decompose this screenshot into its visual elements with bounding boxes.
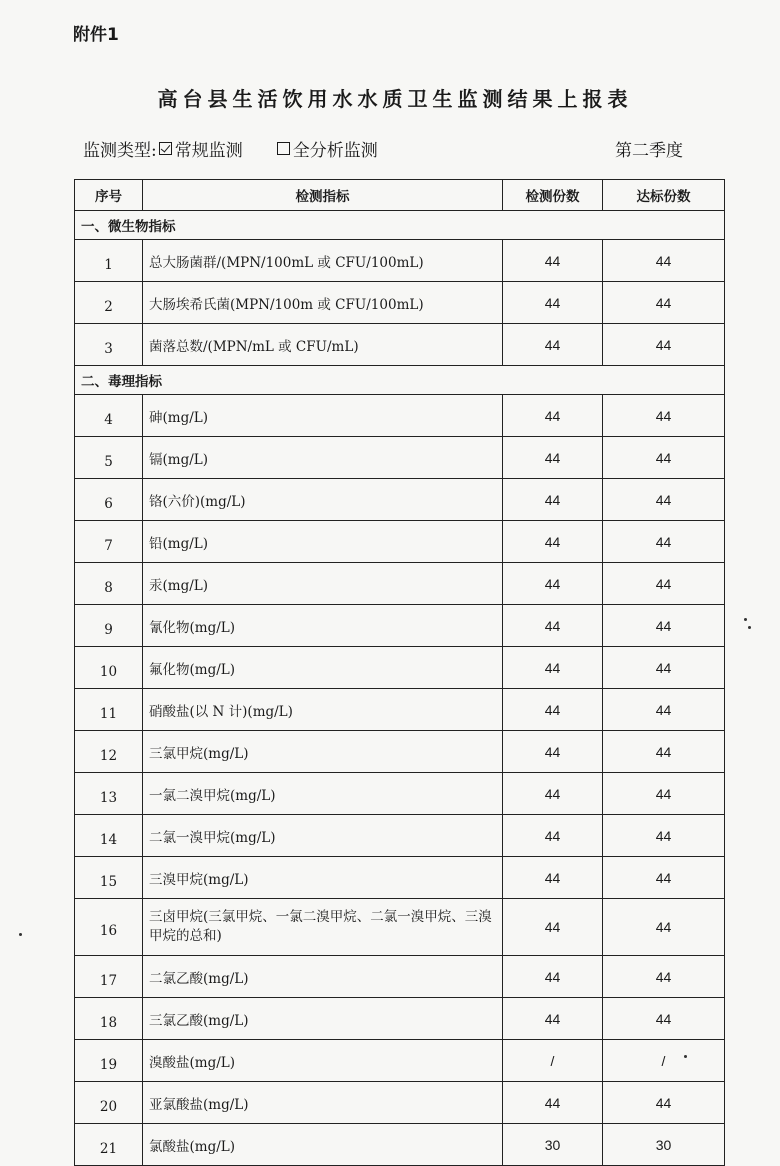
tested-count: 44 (503, 647, 603, 689)
table-row (75, 521, 725, 563)
tested-count: 44 (503, 437, 603, 479)
row-number: 1 (75, 240, 143, 282)
passed-count: 44 (603, 1082, 725, 1124)
tested-count: 44 (503, 282, 603, 324)
attachment-label: 附件1 (73, 25, 119, 45)
routine-monitoring-label: 常规监测 (174, 141, 243, 161)
tested-count: 44 (503, 899, 603, 956)
passed-count: 44 (603, 282, 725, 324)
indicator-name: 三溴甲烷(mg/L) (143, 857, 503, 899)
results-table (74, 179, 725, 1166)
passed-count: 44 (603, 773, 725, 815)
row-number: 3 (75, 324, 143, 366)
row-number: 14 (75, 815, 143, 857)
table-row (75, 324, 725, 366)
scan-speck (748, 626, 751, 629)
table-row (75, 1082, 725, 1124)
passed-count: 44 (603, 998, 725, 1040)
tested-count: 44 (503, 324, 603, 366)
tested-count: 44 (503, 395, 603, 437)
indicator-name: 总大肠菌群/(MPN/100mL 或 CFU/100mL) (143, 240, 503, 282)
indicator-name: 硝酸盐(以 N 计)(mg/L) (143, 689, 503, 731)
row-number: 16 (75, 899, 143, 956)
table-header-row (75, 180, 725, 211)
indicator-name: 二氯乙酸(mg/L) (143, 956, 503, 998)
tested-count: 44 (503, 731, 603, 773)
table-row (75, 1040, 725, 1082)
tested-count: 44 (503, 773, 603, 815)
passed-count: 44 (603, 815, 725, 857)
monitoring-type-label: 监测类型: (83, 141, 157, 161)
header-passed: 达标份数 (603, 180, 725, 211)
monitoring-type-row (83, 136, 683, 161)
tested-count: 44 (503, 857, 603, 899)
passed-count: 44 (603, 240, 725, 282)
indicator-name: 氯酸盐(mg/L) (143, 1124, 503, 1166)
indicator-name: 菌落总数/(MPN/mL 或 CFU/mL) (143, 324, 503, 366)
table-row (75, 1124, 725, 1166)
row-number: 20 (75, 1082, 143, 1124)
row-number: 6 (75, 479, 143, 521)
row-number: 4 (75, 395, 143, 437)
row-number: 12 (75, 731, 143, 773)
header-no: 序号 (75, 180, 143, 211)
scan-speck (19, 933, 22, 936)
passed-count: 44 (603, 395, 725, 437)
tested-count: / (503, 1040, 603, 1082)
row-number: 15 (75, 857, 143, 899)
passed-count: 44 (603, 689, 725, 731)
row-number: 18 (75, 998, 143, 1040)
unchecked-box-icon[interactable] (277, 142, 290, 155)
row-number: 11 (75, 689, 143, 731)
tested-count: 44 (503, 563, 603, 605)
passed-count: 44 (603, 605, 725, 647)
passed-count: 44 (603, 479, 725, 521)
routine-monitoring-option[interactable] (159, 136, 243, 161)
table-row (75, 689, 725, 731)
table-row (75, 731, 725, 773)
table-row (75, 563, 725, 605)
row-number: 13 (75, 773, 143, 815)
tested-count: 44 (503, 815, 603, 857)
passed-count: 44 (603, 647, 725, 689)
row-number: 17 (75, 956, 143, 998)
passed-count: / (603, 1040, 725, 1082)
table-body (75, 211, 725, 1166)
row-number: 2 (75, 282, 143, 324)
row-number: 5 (75, 437, 143, 479)
table-row (75, 998, 725, 1040)
tested-count: 44 (503, 605, 603, 647)
indicator-name: 三氯乙酸(mg/L) (143, 998, 503, 1040)
page-title: 高台县生活饮用水水质卫生监测结果上报表 (157, 87, 633, 111)
table-row (75, 605, 725, 647)
table-row (75, 647, 725, 689)
section-row (75, 366, 725, 395)
row-number: 10 (75, 647, 143, 689)
table-row (75, 815, 725, 857)
indicator-name: 氟化物(mg/L) (143, 647, 503, 689)
tested-count: 44 (503, 240, 603, 282)
passed-count: 44 (603, 324, 725, 366)
table-row (75, 437, 725, 479)
indicator-name: 汞(mg/L) (143, 563, 503, 605)
indicator-name: 一氯二溴甲烷(mg/L) (143, 773, 503, 815)
tested-count: 44 (503, 479, 603, 521)
row-number: 9 (75, 605, 143, 647)
section-title: 二、毒理指标 (75, 366, 725, 395)
row-number: 7 (75, 521, 143, 563)
tested-count: 44 (503, 521, 603, 563)
row-number: 8 (75, 563, 143, 605)
quarter-label: 第二季度 (615, 141, 683, 161)
tested-count: 44 (503, 998, 603, 1040)
table-row (75, 857, 725, 899)
passed-count: 44 (603, 956, 725, 998)
indicator-name: 三氯甲烷(mg/L) (143, 731, 503, 773)
tested-count: 30 (503, 1124, 603, 1166)
row-number: 21 (75, 1124, 143, 1166)
indicator-name: 砷(mg/L) (143, 395, 503, 437)
passed-count: 44 (603, 437, 725, 479)
table-row (75, 956, 725, 998)
table-row (75, 773, 725, 815)
indicator-name: 铅(mg/L) (143, 521, 503, 563)
tested-count: 44 (503, 689, 603, 731)
table-row (75, 240, 725, 282)
checked-box-icon[interactable] (159, 142, 172, 155)
header-tested: 检测份数 (503, 180, 603, 211)
passed-count: 44 (603, 731, 725, 773)
table-row (75, 395, 725, 437)
tested-count: 44 (503, 1082, 603, 1124)
section-title: 一、微生物指标 (75, 211, 725, 240)
full-analysis-option[interactable] (277, 136, 378, 161)
passed-count: 44 (603, 899, 725, 956)
table-row (75, 282, 725, 324)
indicator-name: 三卤甲烷(三氯甲烷、一氯二溴甲烷、二氯一溴甲烷、三溴甲烷的总和) (143, 899, 503, 956)
tested-count: 44 (503, 956, 603, 998)
indicator-name: 大肠埃希氏菌(MPN/100m 或 CFU/100mL) (143, 282, 503, 324)
header-indicator: 检测指标 (143, 180, 503, 211)
full-analysis-label: 全分析监测 (292, 141, 378, 161)
indicator-name: 亚氯酸盐(mg/L) (143, 1082, 503, 1124)
indicator-name: 铬(六价)(mg/L) (143, 479, 503, 521)
indicator-name: 镉(mg/L) (143, 437, 503, 479)
scan-speck (744, 618, 747, 621)
indicator-name: 氰化物(mg/L) (143, 605, 503, 647)
indicator-name: 二氯一溴甲烷(mg/L) (143, 815, 503, 857)
section-row (75, 211, 725, 240)
passed-count: 44 (603, 857, 725, 899)
passed-count: 44 (603, 521, 725, 563)
indicator-name: 溴酸盐(mg/L) (143, 1040, 503, 1082)
scan-speck (684, 1055, 687, 1058)
row-number: 19 (75, 1040, 143, 1082)
table-row (75, 899, 725, 956)
table-row (75, 479, 725, 521)
passed-count: 30 (603, 1124, 725, 1166)
passed-count: 44 (603, 563, 725, 605)
